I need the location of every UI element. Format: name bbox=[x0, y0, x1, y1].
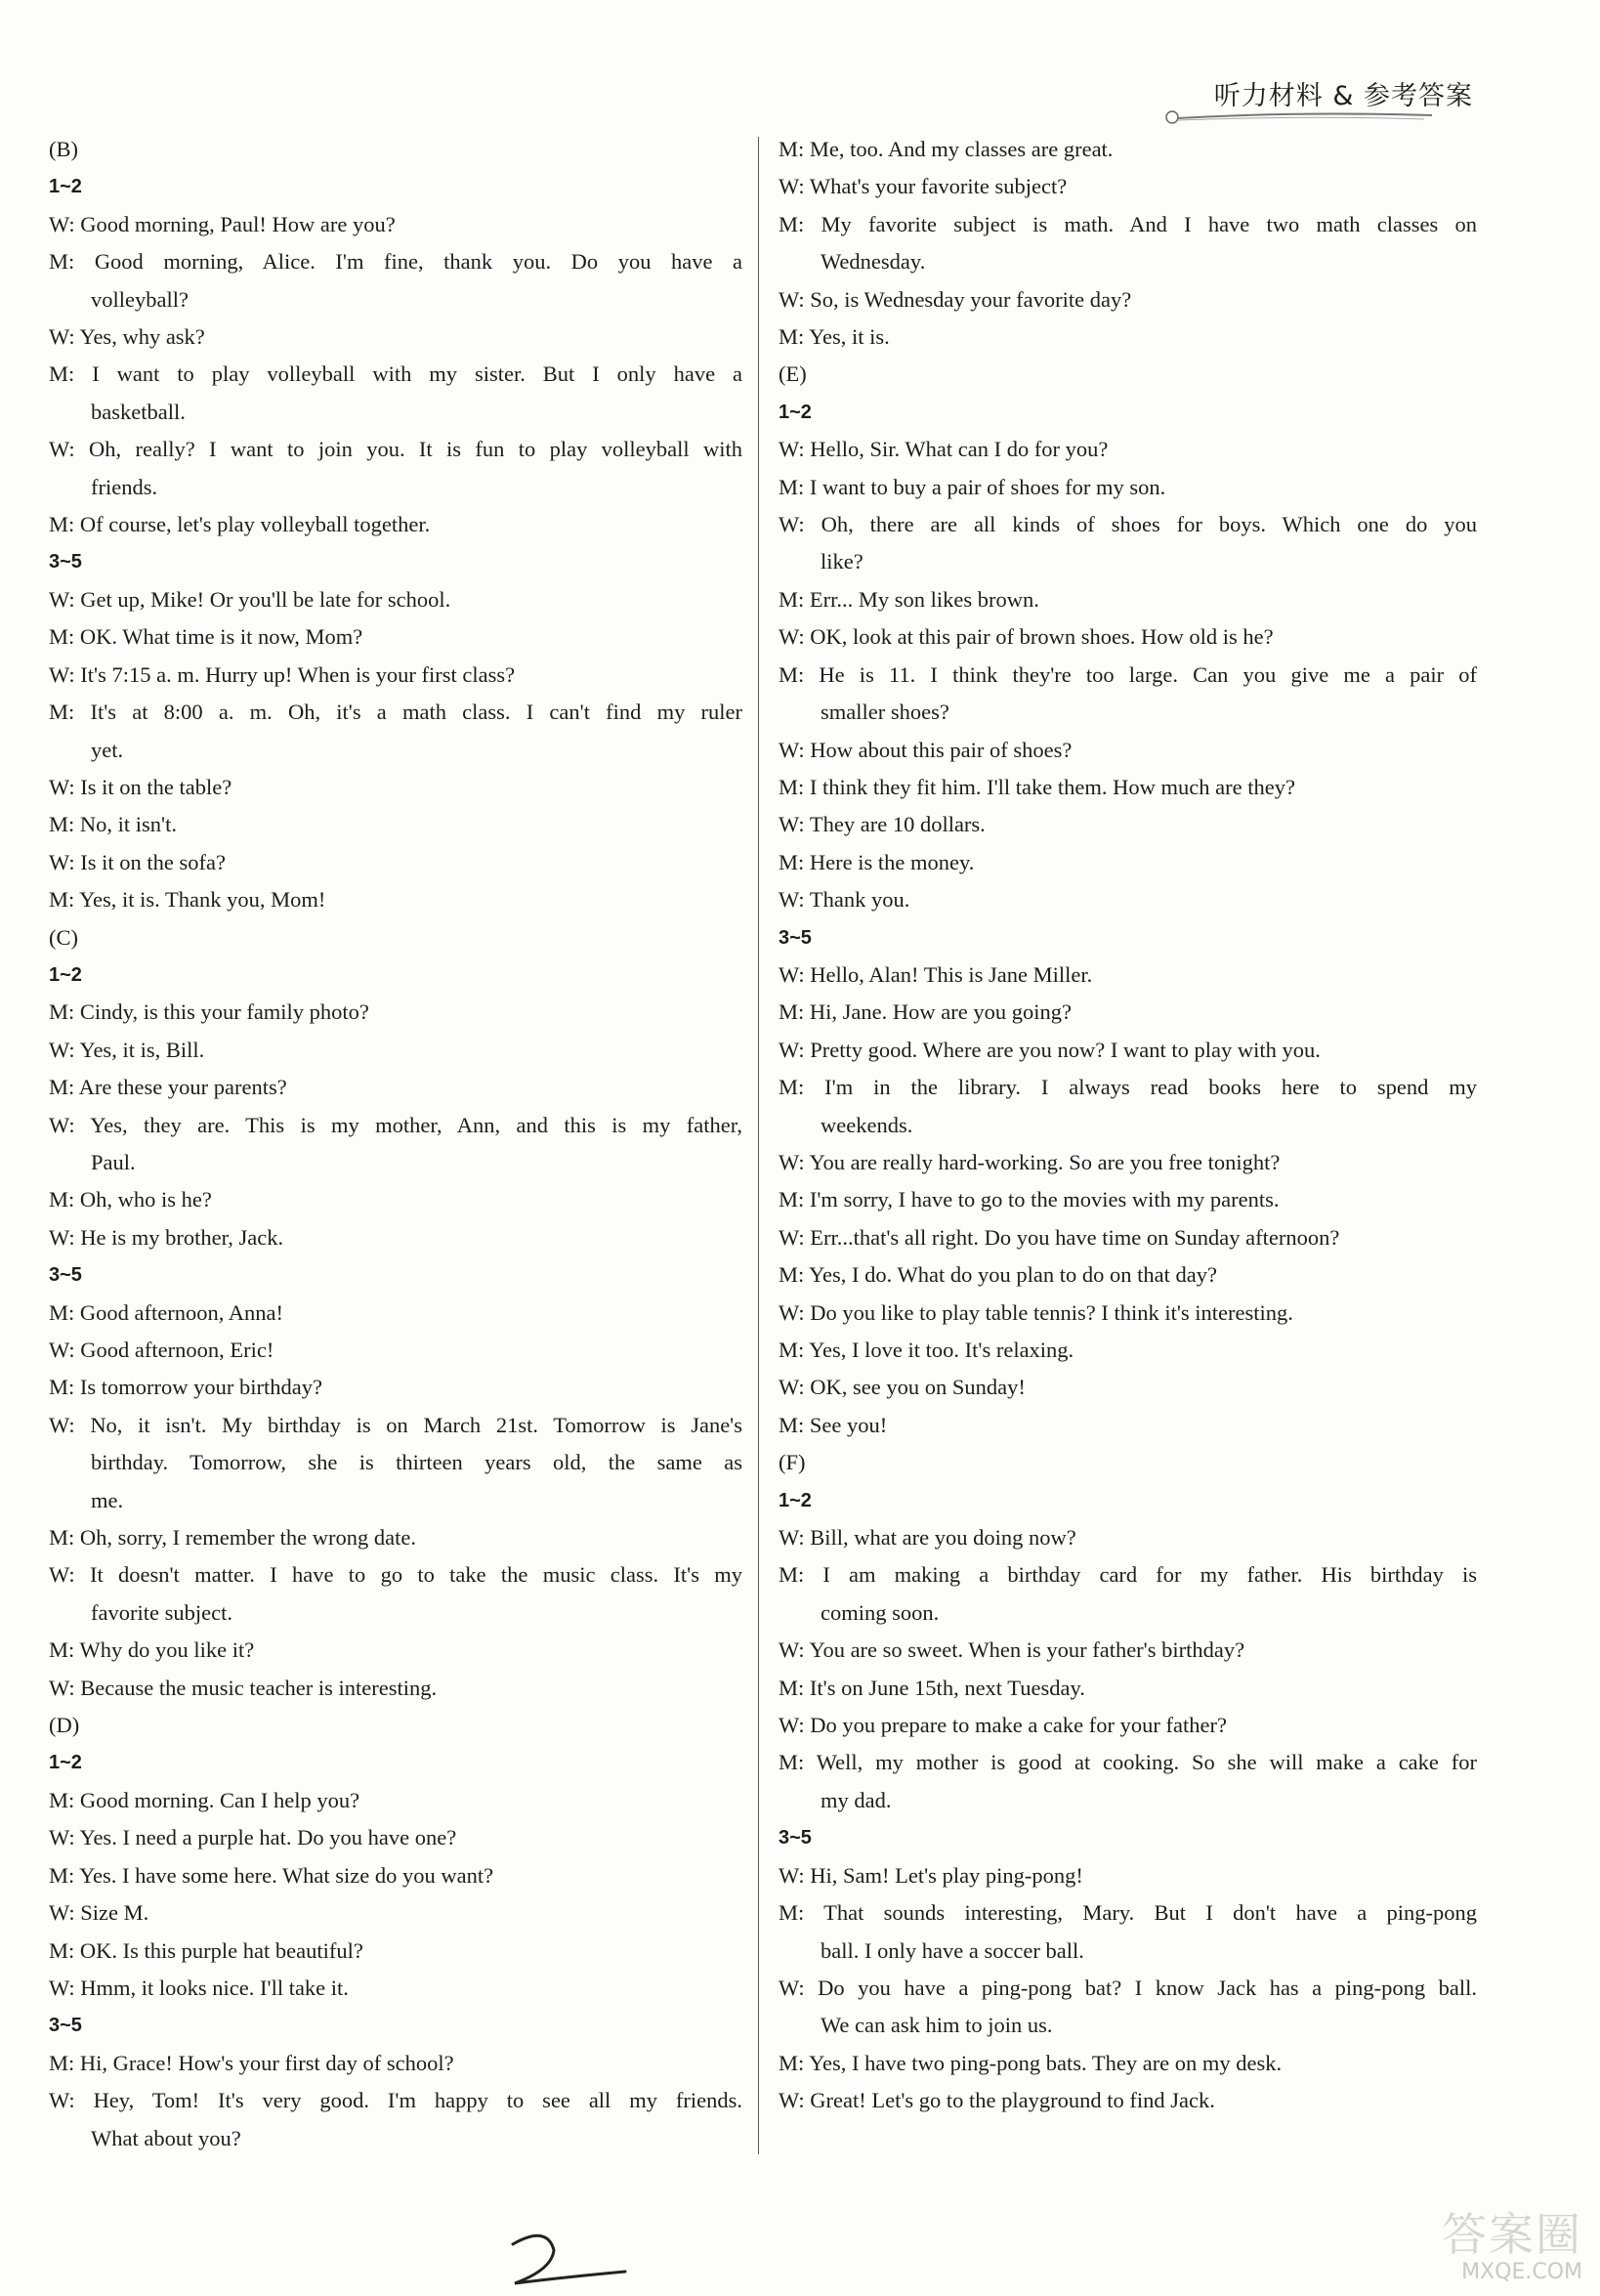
dialogue-line bbox=[779, 881, 1477, 918]
speaker-label: M: bbox=[779, 661, 820, 687]
speaker-label: W: bbox=[49, 1900, 81, 1926]
dialogue-line bbox=[779, 618, 1477, 656]
dialogue-line bbox=[49, 1556, 742, 1594]
question-range-label: 3~5 bbox=[779, 926, 812, 949]
dialogue-text: Bill, what are you doing now? bbox=[810, 1525, 1076, 1551]
question-range-label: 1~2 bbox=[49, 1752, 82, 1774]
dialogue-line bbox=[49, 1670, 742, 1707]
speaker-label: M: bbox=[779, 474, 810, 499]
dialogue-text: Err... My son likes brown. bbox=[809, 586, 1039, 612]
speaker-label: M: bbox=[779, 1675, 810, 1700]
dialogue-text: Size M. bbox=[80, 1900, 149, 1926]
dialogue-text: Hello, Sir. What can I do for you? bbox=[810, 437, 1109, 462]
dialogue-line bbox=[779, 581, 1477, 618]
dialogue-line bbox=[779, 1857, 1477, 1894]
dialogue-line bbox=[779, 431, 1477, 468]
speaker-label: M: bbox=[49, 512, 80, 537]
dialogue-text: Good afternoon, Eric! bbox=[80, 1338, 274, 1362]
dialogue-line bbox=[779, 1069, 1477, 1106]
speaker-label: W: bbox=[779, 1975, 819, 2000]
dialogue-text: Yes, it is, Bill. bbox=[79, 1037, 205, 1062]
dialogue-line bbox=[49, 1407, 742, 1444]
speaker-label: M: bbox=[49, 1787, 80, 1812]
dialogue-text: Oh, sorry, I remember the wrong date. bbox=[79, 1525, 416, 1551]
dialogue-line bbox=[49, 2045, 742, 2082]
dialogue-line bbox=[49, 431, 742, 468]
speaker-label: W: bbox=[779, 812, 810, 837]
dialogue-line bbox=[49, 1519, 742, 1556]
dialogue-text: Hello, Alan! This is Jane Miller. bbox=[810, 961, 1093, 987]
dialogue-line bbox=[49, 1819, 742, 1856]
speaker-label: M: bbox=[49, 249, 95, 275]
dialogue-text: Hi, Grace! How's your first day of school? bbox=[79, 2050, 454, 2075]
dialogue-text: It doesn't matter. I have to go to take the music class. It's my bbox=[89, 1562, 742, 1588]
speaker-label: W: bbox=[779, 286, 811, 312]
dialogue-line bbox=[49, 844, 742, 881]
dialogue-text: Oh, who is he? bbox=[79, 1187, 212, 1212]
speaker-label: W: bbox=[779, 512, 821, 537]
dialogue-text: I'm sorry, I have to go to the movies with my parents. bbox=[809, 1187, 1280, 1212]
section-heading: (F) bbox=[779, 1450, 806, 1475]
speaker-label: M: bbox=[49, 1637, 80, 1663]
dialogue-line bbox=[779, 1369, 1477, 1406]
dialogue-line bbox=[779, 769, 1477, 806]
speaker-label: W: bbox=[49, 1224, 81, 1250]
dialogue-text: They are 10 dollars. bbox=[809, 812, 986, 837]
speaker-label: W: bbox=[779, 887, 810, 913]
question-range-label: 3~5 bbox=[49, 1264, 82, 1287]
dialogue-line bbox=[779, 1744, 1477, 1781]
dialogue-line bbox=[779, 1407, 1477, 1444]
dialogue-line bbox=[779, 281, 1477, 319]
dialogue-text: Err...that's all right. Do you have time on Sunday afternoon? bbox=[810, 1224, 1340, 1250]
dialogue-text: Yes, I have two ping-pong bats. They are on my desk. bbox=[809, 2050, 1283, 2075]
dialogue-text: OK. Is this purple hat beautiful? bbox=[79, 1937, 363, 1963]
speaker-label: W: bbox=[49, 1112, 91, 1137]
dialogue-continuation: ball. I only have a soccer ball. bbox=[821, 1937, 1084, 1963]
dialogue-text: Are these your parents? bbox=[78, 1075, 287, 1100]
dialogue-text: I am making a birthday card for my father. His birthday is bbox=[822, 1562, 1477, 1588]
dialogue-line bbox=[779, 1256, 1477, 1294]
speaker-label: W: bbox=[779, 437, 811, 462]
dialogue-line bbox=[49, 994, 742, 1031]
dialogue-text: Me, too. And my classes are great. bbox=[809, 137, 1114, 161]
dialogue-line bbox=[49, 1032, 742, 1069]
dialogue-line bbox=[779, 1894, 1477, 1932]
dialogue-text: I'm in the library. I always read books here to spend my bbox=[824, 1075, 1477, 1100]
dialogue-line bbox=[49, 1970, 742, 2007]
dialogue-text: So, is Wednesday your favorite day? bbox=[810, 286, 1132, 312]
section-heading: (D) bbox=[49, 1713, 80, 1738]
speaker-label: M: bbox=[779, 211, 821, 236]
dialogue-text: You are so sweet. When is your father's birthday? bbox=[809, 1637, 1245, 1663]
dialogue-line bbox=[49, 319, 742, 356]
dialogue-continuation: basketball. bbox=[91, 399, 186, 424]
dialogue-line bbox=[779, 1332, 1477, 1369]
page-header-title: 听力材料 & 参考答案 bbox=[1213, 81, 1473, 111]
speaker-label: W: bbox=[49, 211, 81, 236]
dialogue-text: You are really hard-working. So are you free tonight? bbox=[809, 1149, 1281, 1174]
speaker-label: M: bbox=[49, 999, 80, 1025]
dialogue-line bbox=[49, 657, 742, 694]
dialogue-text: Why do you like it? bbox=[79, 1637, 255, 1663]
dialogue-line bbox=[49, 806, 742, 843]
dialogue-text: Do you like to play table tennis? I think it's interesting. bbox=[810, 1299, 1293, 1325]
speaker-label: M: bbox=[779, 1900, 824, 1926]
dialogue-continuation: What about you? bbox=[91, 2125, 241, 2150]
dialogue-continuation: my dad. bbox=[821, 1787, 892, 1812]
dialogue-line bbox=[49, 1933, 742, 1970]
question-range-label: 1~2 bbox=[49, 963, 82, 986]
dialogue-line bbox=[49, 1219, 742, 1256]
dialogue-text: Is tomorrow your birthday? bbox=[79, 1375, 322, 1400]
dialogue-line bbox=[779, 1219, 1477, 1256]
dialogue-continuation: birthday. Tomorrow, she is thirteen years old, the same as bbox=[91, 1450, 742, 1475]
dialogue-text: Well, my mother is good at cooking. So she will make a cake for bbox=[816, 1750, 1477, 1775]
dialogue-line bbox=[779, 131, 1477, 168]
dialogue-line bbox=[779, 1519, 1477, 1556]
dialogue-text: Yes. I have some here. What size do you want? bbox=[79, 1862, 494, 1888]
dialogue-continuation: smaller shoes? bbox=[821, 700, 949, 725]
dialogue-line bbox=[779, 732, 1477, 769]
speaker-label: M: bbox=[779, 1075, 825, 1100]
dialogue-line bbox=[49, 356, 742, 393]
dialogue-text: My favorite subject is math. And I have two math classes on bbox=[821, 211, 1477, 236]
watermark-logo-text: 答案圈 bbox=[1442, 2208, 1582, 2261]
dialogue-text: I want to play volleyball with my sister. But I only have a bbox=[92, 361, 742, 387]
dialogue-text: Pretty good. Where are you now? I want to play with you. bbox=[810, 1037, 1321, 1062]
speaker-label: W: bbox=[49, 1037, 80, 1062]
dialogue-text: No, it isn't. My birthday is on March 21st. Tomorrow is Jane's bbox=[90, 1412, 742, 1437]
dialogue-line bbox=[49, 1857, 742, 1894]
dialogue-text: Of course, let's play volleyball together. bbox=[79, 512, 431, 537]
dialogue-line bbox=[49, 243, 742, 280]
dialogue-line bbox=[779, 2082, 1477, 2119]
dialogue-text: Do you prepare to make a cake for your father? bbox=[810, 1713, 1227, 1738]
header-swoosh-decoration bbox=[1160, 109, 1434, 125]
dialogue-text: Do you have a ping-pong bat? I know Jack has a ping-pong ball. bbox=[818, 1975, 1477, 2000]
dialogue-continuation: coming soon. bbox=[821, 1599, 940, 1625]
dialogue-text: OK, see you on Sunday! bbox=[810, 1375, 1026, 1400]
dialogue-line bbox=[779, 168, 1477, 205]
speaker-label: W: bbox=[49, 1975, 81, 2000]
dialogue-text: Yes, it is. Thank you, Mom! bbox=[79, 887, 326, 913]
dialogue-text: Hey, Tom! It's very good. I'm happy to see all my friends. bbox=[93, 2088, 742, 2113]
speaker-label: W: bbox=[779, 174, 810, 199]
question-range-label: 1~2 bbox=[779, 401, 812, 423]
dialogue-line bbox=[779, 1181, 1477, 1218]
speaker-label: M: bbox=[49, 700, 91, 725]
dialogue-text: No, it isn't. bbox=[79, 812, 177, 837]
dialogue-line bbox=[49, 1181, 742, 1218]
speaker-label: M: bbox=[779, 774, 810, 799]
speaker-label: W: bbox=[779, 961, 811, 987]
question-range-label: 1~2 bbox=[779, 1489, 812, 1511]
question-range-label: 3~5 bbox=[49, 551, 82, 574]
dialogue-text: Good morning, Alice. I'm fine, thank you. Do you have a bbox=[94, 249, 742, 275]
dialogue-line bbox=[779, 2045, 1477, 2082]
speaker-label: M: bbox=[49, 1187, 80, 1212]
speaker-label: M: bbox=[49, 1862, 80, 1888]
dialogue-text: Hmm, it looks nice. I'll take it. bbox=[80, 1975, 349, 2000]
dialogue-text: I think they fit him. I'll take them. How much are they? bbox=[809, 774, 1295, 799]
dialogue-text: Yes, I do. What do you plan to do on that day? bbox=[809, 1262, 1217, 1288]
dialogue-text: Get up, Mike! Or you'll be late for school. bbox=[80, 586, 451, 612]
dialogue-line bbox=[779, 1032, 1477, 1069]
dialogue-line bbox=[779, 1670, 1477, 1707]
speaker-label: W: bbox=[779, 1862, 811, 1888]
speaker-label: W: bbox=[49, 661, 81, 687]
question-range-label: 3~5 bbox=[49, 2015, 82, 2037]
dialogue-text: Hi, Jane. How are you going? bbox=[809, 999, 1072, 1025]
dialogue-line bbox=[49, 769, 742, 806]
dialogue-text: Yes, it is. bbox=[809, 324, 890, 350]
speaker-label: M: bbox=[779, 1338, 810, 1362]
dialogue-line bbox=[49, 1107, 742, 1144]
dialogue-line bbox=[49, 694, 742, 731]
speaker-label: M: bbox=[779, 1187, 810, 1212]
speaker-label: M: bbox=[779, 137, 810, 161]
dialogue-text: I want to buy a pair of shoes for my son. bbox=[809, 474, 1166, 499]
dialogue-text: Hi, Sam! Let's play ping-pong! bbox=[810, 1862, 1083, 1888]
dialogue-text: How about this pair of shoes? bbox=[810, 737, 1073, 762]
section-heading: (E) bbox=[779, 361, 807, 387]
dialogue-line bbox=[779, 657, 1477, 694]
speaker-label: M: bbox=[779, 586, 810, 612]
speaker-label: M: bbox=[49, 887, 80, 913]
dialogue-text: Because the music teacher is interesting. bbox=[80, 1675, 438, 1700]
dialogue-text: Yes, why ask? bbox=[79, 324, 205, 350]
dialogue-line bbox=[779, 1144, 1477, 1181]
speaker-label: W: bbox=[779, 1224, 811, 1250]
dialogue-line bbox=[779, 1556, 1477, 1594]
speaker-label: M: bbox=[779, 1750, 817, 1775]
left-column bbox=[49, 131, 742, 2157]
speaker-label: M: bbox=[779, 999, 810, 1025]
dialogue-text: Good morning, Paul! How are you? bbox=[80, 211, 396, 236]
dialogue-text: It's at 8:00 a. m. Oh, it's a math class. I can't find my ruler bbox=[90, 700, 743, 725]
dialogue-text: Is it on the table? bbox=[80, 774, 232, 799]
speaker-label: M: bbox=[49, 2050, 80, 2075]
dialogue-line bbox=[779, 1295, 1477, 1332]
dialogue-line bbox=[49, 1295, 742, 1332]
speaker-label: M: bbox=[779, 2050, 810, 2075]
dialogue-text: See you! bbox=[809, 1412, 888, 1437]
right-column bbox=[779, 131, 1477, 2120]
speaker-label: M: bbox=[49, 361, 93, 387]
speaker-label: W: bbox=[779, 2088, 811, 2113]
dialogue-continuation: We can ask him to join us. bbox=[821, 2013, 1053, 2038]
speaker-label: W: bbox=[779, 624, 811, 650]
speaker-label: W: bbox=[49, 849, 81, 874]
dialogue-line bbox=[779, 957, 1477, 994]
speaker-label: W: bbox=[49, 324, 80, 350]
speaker-label: W: bbox=[49, 1825, 80, 1850]
dialogue-text: That sounds interesting, Mary. But I don't have a ping-pong bbox=[823, 1900, 1477, 1926]
dialogue-text: Great! Let's go to the playground to find Jack. bbox=[810, 2088, 1215, 2113]
dialogue-line bbox=[49, 1782, 742, 1819]
speaker-label: M: bbox=[49, 1937, 80, 1963]
dialogue-line bbox=[49, 2082, 742, 2119]
speaker-label: M: bbox=[779, 1262, 810, 1288]
dialogue-text: Thank you. bbox=[809, 887, 910, 913]
speaker-label: W: bbox=[49, 1675, 81, 1700]
dialogue-line bbox=[49, 1069, 742, 1106]
dialogue-text: Is it on the sofa? bbox=[80, 849, 226, 874]
speaker-label: M: bbox=[779, 1562, 823, 1588]
handwritten-page-mark bbox=[493, 2223, 630, 2291]
speaker-label: M: bbox=[49, 624, 80, 650]
dialogue-line bbox=[49, 1894, 742, 1932]
speaker-label: W: bbox=[49, 437, 90, 462]
dialogue-text: Good morning. Can I help you? bbox=[79, 1787, 360, 1812]
dialogue-line bbox=[49, 1632, 742, 1669]
speaker-label: W: bbox=[49, 1562, 90, 1588]
dialogue-line bbox=[779, 806, 1477, 843]
dialogue-continuation: favorite subject. bbox=[91, 1599, 232, 1625]
dialogue-line bbox=[779, 206, 1477, 243]
dialogue-line bbox=[779, 469, 1477, 506]
speaker-label: W: bbox=[49, 1412, 91, 1437]
dialogue-continuation: Paul. bbox=[91, 1149, 136, 1174]
speaker-label: M: bbox=[49, 1525, 80, 1551]
section-heading: (C) bbox=[49, 924, 78, 950]
speaker-label: M: bbox=[779, 849, 810, 874]
dialogue-text: Cindy, is this your family photo? bbox=[79, 999, 369, 1025]
dialogue-text: What's your favorite subject? bbox=[809, 174, 1068, 199]
watermark-url: MXQE.COM bbox=[1461, 2260, 1582, 2284]
speaker-label: W: bbox=[779, 1637, 810, 1663]
dialogue-line bbox=[779, 319, 1477, 356]
dialogue-text: It's on June 15th, next Tuesday. bbox=[809, 1675, 1085, 1700]
speaker-label: W: bbox=[49, 2088, 94, 2113]
dialogue-line bbox=[779, 506, 1477, 543]
speaker-label: W: bbox=[779, 1037, 811, 1062]
speaker-label: W: bbox=[779, 1375, 811, 1400]
dialogue-line bbox=[49, 1332, 742, 1369]
speaker-label: M: bbox=[49, 812, 80, 837]
dialogue-text: Here is the money. bbox=[809, 849, 975, 874]
speaker-label: M: bbox=[779, 324, 810, 350]
speaker-label: M: bbox=[49, 1075, 79, 1100]
dialogue-continuation: me. bbox=[91, 1487, 124, 1512]
dialogue-continuation: volleyball? bbox=[91, 286, 189, 312]
speaker-label: M: bbox=[779, 1412, 810, 1437]
dialogue-text: Good afternoon, Anna! bbox=[79, 1299, 283, 1325]
dialogue-text: OK. What time is it now, Mom? bbox=[79, 624, 363, 650]
dialogue-line bbox=[779, 1632, 1477, 1669]
dialogue-line bbox=[49, 506, 742, 543]
speaker-label: M: bbox=[49, 1299, 80, 1325]
dialogue-text: Yes, they are. This is my mother, Ann, and this is my father, bbox=[90, 1112, 742, 1137]
dialogue-text: OK, look at this pair of brown shoes. How old is he? bbox=[810, 624, 1274, 650]
speaker-label: W: bbox=[779, 737, 811, 762]
speaker-label: W: bbox=[49, 586, 81, 612]
speaker-label: M: bbox=[49, 1375, 80, 1400]
dialogue-line bbox=[779, 844, 1477, 881]
question-range-label: 1~2 bbox=[49, 176, 82, 198]
speaker-label: W: bbox=[779, 1299, 811, 1325]
dialogue-continuation: yet. bbox=[91, 737, 124, 762]
dialogue-text: He is 11. I think they're too large. Can you give me a pair of bbox=[819, 661, 1477, 687]
dialogue-line bbox=[49, 206, 742, 243]
speaker-label: W: bbox=[779, 1713, 811, 1738]
dialogue-continuation: weekends. bbox=[821, 1112, 913, 1137]
dialogue-line bbox=[779, 1707, 1477, 1744]
dialogue-line bbox=[49, 1369, 742, 1406]
column-divider bbox=[758, 137, 759, 2154]
question-range-label: 3~5 bbox=[779, 1827, 812, 1850]
speaker-label: W: bbox=[49, 774, 81, 799]
speaker-label: W: bbox=[779, 1525, 811, 1551]
section-heading: (B) bbox=[49, 137, 78, 161]
dialogue-text: It's 7:15 a. m. Hurry up! When is your first class? bbox=[80, 661, 516, 687]
dialogue-line bbox=[779, 1970, 1477, 2007]
speaker-label: W: bbox=[49, 1338, 81, 1362]
speaker-label: W: bbox=[779, 1149, 810, 1174]
dialogue-continuation: Wednesday. bbox=[821, 249, 926, 275]
dialogue-line bbox=[49, 618, 742, 656]
dialogue-line bbox=[49, 881, 742, 918]
dialogue-continuation: friends. bbox=[91, 474, 158, 499]
dialogue-text: Yes. I need a purple hat. Do you have one? bbox=[79, 1825, 457, 1850]
dialogue-line bbox=[49, 581, 742, 618]
watermark bbox=[1442, 2210, 1582, 2286]
dialogue-text: Yes, I love it too. It's relaxing. bbox=[809, 1338, 1074, 1362]
dialogue-continuation: like? bbox=[821, 549, 863, 574]
dialogue-line bbox=[779, 994, 1477, 1031]
dialogue-text: Oh, really? I want to join you. It is fun to play volleyball with bbox=[89, 437, 742, 462]
dialogue-text: Oh, there are all kinds of shoes for boys. Which one do you bbox=[821, 512, 1478, 537]
dialogue-text: He is my brother, Jack. bbox=[80, 1224, 284, 1250]
